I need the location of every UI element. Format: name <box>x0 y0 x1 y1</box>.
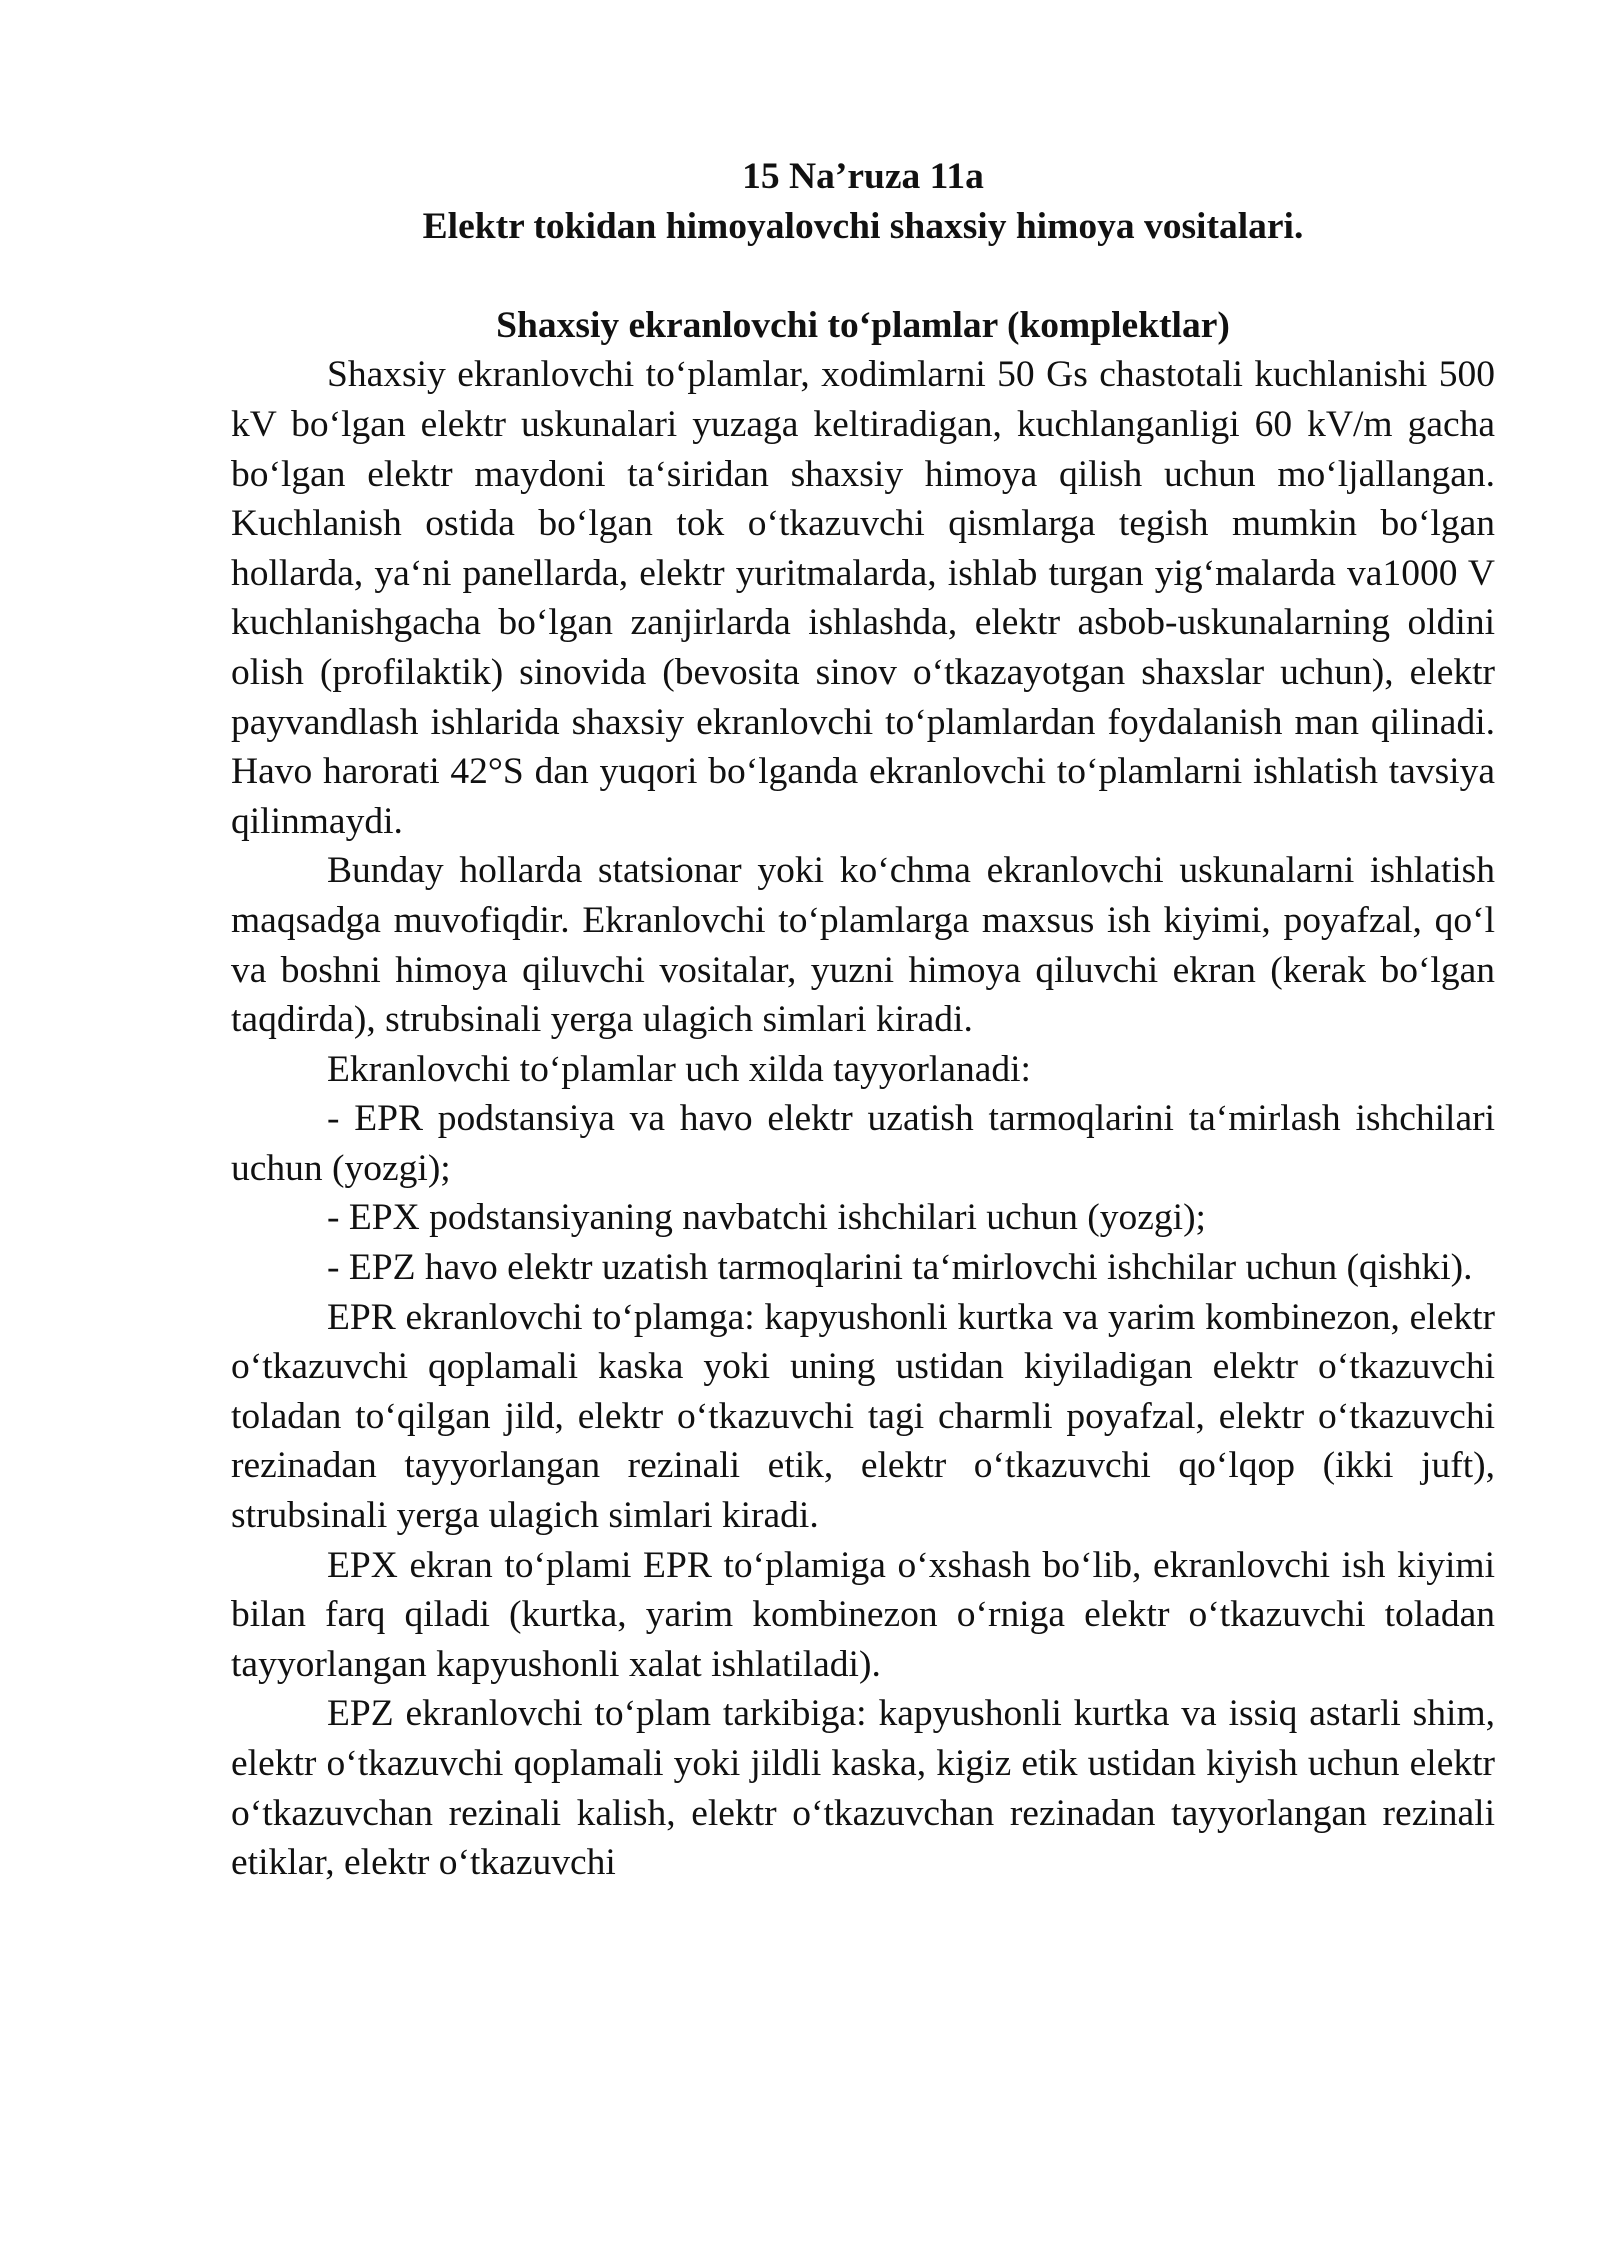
paragraph: Ekranlovchi to‘plamlar uch xilda tayyorlanadi: <box>327 1048 1031 1090</box>
paragraph: EPZ ekranlovchi to‘plam tarkibiga: kapyushonli kurtka va issiq astarli shim, elektr o‘tkazuvchi qoplamali yoki jildli kaska, kigiz etik ustidan kiyish uchun elektr o‘tkazuvchan rezinali kalish, elektr o‘tkazuvchan rezinadan tayyorlangan rezinali etiklar, elektr o‘tkazuvchi <box>231 1693 1495 1884</box>
lecture-number: 15 Na’ruza 11a <box>742 156 984 197</box>
spacer <box>231 251 1495 301</box>
list-item: - EPR podstansiya va havo elektr uzatish tarmoqlarini ta‘mirlash ishchilari uchun (yozgi); <box>231 1098 1495 1189</box>
list-item: - EPX podstansiyaning navbatchi ishchilari uchun (yozgi); <box>327 1197 1206 1239</box>
list-item: - EPZ havo elektr uzatish tarmoqlarini ta‘mirlovchi ishchilar uchun (qishki). <box>327 1247 1473 1289</box>
document-title: Elektr tokidan himoyalovchi shaxsiy himoya vositalari. <box>422 205 1304 247</box>
document-page <box>231 152 1495 1888</box>
paragraph: EPX ekran to‘plami EPR to‘plamiga o‘xshash bo‘lib, ekranlovchi ish kiyimi bilan farq qiladi (kurtka, yarim kombinezon o‘rniga elektr o‘tkazuvchi toladan tayyorlangan kapyushonli xalat ishlatiladi). <box>231 1544 1495 1685</box>
section-title: Shaxsiy ekranlovchi to‘plamlar (komplektlar) <box>496 304 1230 346</box>
paragraph: Shaxsiy ekranlovchi to‘plamlar, xodimlarni 50 Gs chastotali kuchlanishi 500 kV bo‘lgan elektr uskunalari yuzaga keltiradigan, kuchlanganligi 60 kV/m gacha bo‘lgan elektr maydoni ta‘siridan shaxsiy himoya qilish uchun mo‘ljallangan. Kuchlanish ostida bo‘lgan tok o‘tkazuvchi qismlarga tegish mumkin bo‘lgan hollarda, ya‘ni panellarda, elektr yuritmalarda, ishlab turgan yig‘malarda va1000 V kuchlanishgacha bo‘lgan zanjirlarda ishlashda, elektr asbob-uskunalarning oldini olish (profilaktik) sinovida (bevosita sinov o‘tkazayotgan shaxslar uchun), elektr payvandlash ishlarida shaxsiy ekranlovchi to‘plamlardan foydalanish man qilinadi. Havo harorati 42°S dan yuqori bo‘lganda ekranlovchi to‘plamlarni ishlatish tavsiya qilinmaydi. <box>231 354 1495 842</box>
paragraph: EPR ekranlovchi to‘plamga: kapyushonli kurtka va yarim kombinezon, elektr o‘tkazuvchi qoplamali kaska yoki uning ustidan kiyiladigan elektr o‘tkazuvchi toladan to‘qilgan jild, elektr o‘tkazuvchi tagi charmli poyafzal, elektr o‘tkazuvchi rezinadan tayyorlangan rezinali etik, elektr o‘tkazuvchi qo‘lqop (ikki juft), strubsinali yerga ulagich simlari kiradi. <box>231 1296 1495 1537</box>
paragraph: Bunday hollarda statsionar yoki ko‘chma ekranlovchi uskunalarni ishlatish maqsadga muvofiqdir. Ekranlovchi to‘plamlarga maxsus ish kiyimi, poyafzal, qo‘l va boshni himoya qiluvchi vositalar, yuzni himoya qiluvchi ekran (kerak bo‘lgan taqdirda), strubsinali yerga ulagich simlari kiradi. <box>231 850 1495 1041</box>
